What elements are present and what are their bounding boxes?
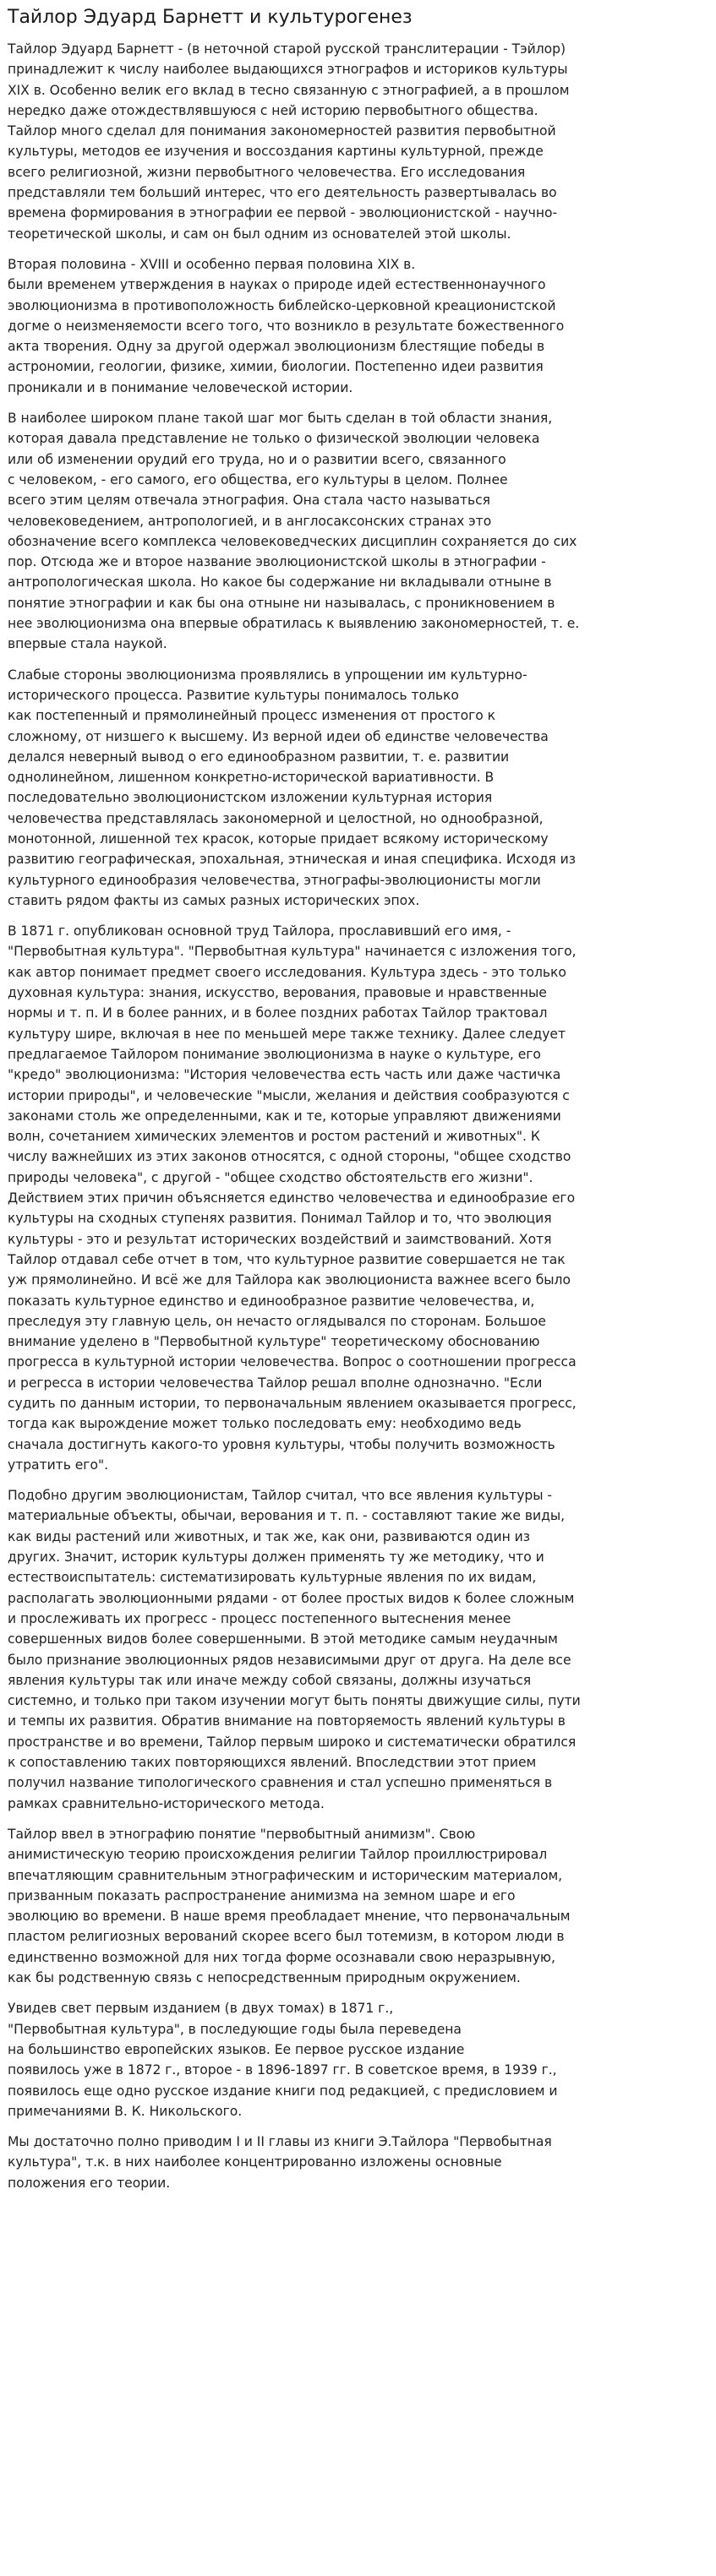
text-line: было признание эволюционных рядов независимыми друг от друга. На деле все [8,1652,571,1668]
paragraph-6 [8,1485,711,1814]
text-line: нормы и т. п. И в более ранних, и в более поздних работах Тайлор трактовал [8,1005,548,1021]
text-line: с человеком, - его самого, его общества, его культуры в целом. Полнее [8,471,508,487]
text-line: делался неверный вывод о его единообразном развитии, т. е. развитии [8,749,510,765]
text-line: совершенных видов более совершенными. В этой методике самым неудачным [8,1631,558,1647]
text-line: прогресса в культурной истории человечества. Вопрос о соотношении прогресса [8,1354,577,1370]
text-line: человечества представлялась закономерной и целостной, но однообразной, [8,810,544,826]
text-line: как постепенный и прямолинейный процесс изменения от простого к [8,708,495,724]
text-line: появилось еще одно русское издание книги под редакцией, с предисловием и [8,2083,558,2099]
text-line: обозначение всего комплекса человековедческих дисциплин сохраняется до сих [8,533,577,549]
text-line: судить по данным истории, то первоначальным явлением оказывается прогресс, [8,1396,577,1411]
text-line: Тайлор много сделал для понимания закономерностей развития первобытной [8,123,556,139]
text-line: законами столь же определенными, как и те, которые управляют движениями [8,1108,561,1124]
text-line: Тайлор отдавал себе отчет в том, что культурное развитие совершается не так [8,1251,566,1267]
text-line: или об изменении орудий его труда, но и о развитии всего, связанного [8,451,506,467]
text-line: тогда как вырождение может только последовать ему: необходимо ведь [8,1416,522,1432]
text-line: духовная культура: знания, искусство, верования, правовые и нравственные [8,985,547,1001]
text-line: Увидев свет первым изданием (в двух томах) в 1871 г., [8,2001,394,2017]
text-line: призванным показать распространение анимизма на земном шаре и его [8,1887,516,1903]
paragraph-7 [8,1824,711,1988]
text-line: Вторая половина - XVIII и особенно первая половина XIX в. [8,256,416,272]
text-line: ставить рядом факты из самых разных исторических эпох. [8,892,420,908]
text-line: Подобно другим эволюционистам, Тайлор считал, что все явления культуры - [8,1488,552,1504]
text-line: культуры, методов ее изучения и воссоздания картины культурной, прежде [8,144,544,160]
text-line: сначала достигнуть какого-то уровня культуры, чтобы получить возможность [8,1436,555,1452]
text-line: природы человека", с другой - "общее сходство обстоятельств его жизни". [8,1169,533,1185]
text-line: примечаниями В. К. Никольского. [8,2103,243,2119]
text-line: которая давала представление не только о физической эволюции человека [8,431,540,447]
text-line: впервые стала наукой. [8,636,167,652]
text-line: к сопоставлению таких повторяющихся явлений. Впоследствии этот прием [8,1755,537,1771]
text-line: культуру шире, включая в нее по меньшей мере также технику. Далее следует [8,1026,566,1042]
text-line: материальные объекты, обычаи, верования и т. п. - составляют такие же виды, [8,1508,566,1524]
text-line: астрономии, геологии, физике, химии, биологии. Постепенно идеи развития [8,359,544,375]
text-line: располагать эволюционными рядами - от более простых видов к более сложным [8,1590,575,1606]
text-line: времена формирования в этнографии ее первой - эволюционистской - научно- [8,205,558,221]
page-title: Тайлор Эдуард Барнетт и культурогенез [8,7,413,28]
text-line: истории природы", и человеческие "мысли, желания и действия сообразуются с [8,1087,570,1103]
text-line: эволюционизма в противоположность библейско-церковной креационистской [8,297,556,313]
text-line: и регресса в истории человечества Тайлор решал вполне однозначно. "Если [8,1375,543,1391]
text-line: и прослеживать их прогресс - процесс постепенного вытеснения менее [8,1610,511,1626]
text-line: внимание уделено в "Первобытной культуре" теоретическому обоснованию [8,1334,540,1350]
text-line: представляли тем больший интерес, что его деятельность развертывалась во [8,185,557,201]
text-line: преследуя эту главную цель, он нечасто оглядывался по сторонам. Большое [8,1313,546,1329]
text-line: проникали и в понимание человеческой истории. [8,379,353,395]
text-line: принадлежит к числу наиболее выдающихся этнографов и историков культуры [8,62,568,78]
paragraph-2 [8,254,711,398]
text-line: Мы достаточно полно приводим I и II главы из книги Э.Тайлора "Первобытная [8,2134,552,2150]
text-line: и темпы их развития. Обратив внимание на повторяемость явлений культуры в [8,1713,566,1729]
text-line: волн, сочетанием химических элементов и ростом растений и животных". К [8,1129,540,1145]
paragraph-5 [8,921,711,1475]
text-line: всего религиозной, жизни первобытного человечества. Его исследования [8,164,526,180]
text-line: однолинейном, лишенном конкретно-исторической вариативности. В [8,770,495,786]
text-line: монотонной, лишенной тех красок, которые придает всякому историческому [8,831,549,847]
text-line: человековедением, антропологией, и в англосаксонских странах это [8,513,492,529]
text-line: нередко даже отождествлявшуюся с ней историю первобытного общества. [8,102,538,118]
text-line: Тайлор ввел в этнографию понятие "первобытный анимизм". Свою [8,1826,476,1842]
text-line: антропологическая школа. Но какое бы содержание ни вкладывали отныне в [8,575,552,591]
text-line: положения его теории. [8,2175,171,2191]
text-line: "Первобытная культура", в последующие годы была переведена [8,2021,462,2037]
text-line: системно, и только при таком изучении могут быть поняты движущие силы, пути [8,1693,581,1709]
text-line: единственно возможной для них тогда форме осознавали свою неразрывную, [8,1949,555,1965]
text-line: были временем утверждения в науках о природе идей естественнонаучного [8,277,546,293]
paragraph-1 [8,39,711,244]
text-line: пластом религиозных верований скорее всего был тотемизм, в котором люди в [8,1929,565,1945]
text-line: нее эволюционизма она впервые обратилась к выявлению закономерностей, т. е. [8,616,580,632]
text-line: В 1871 г. опубликован основной труд Тайлора, прославивший его имя, - [8,923,511,939]
text-line: естествоиспытатель: систематизировать культурные явления по их видам, [8,1570,537,1586]
text-line: других. Значит, историк культуры должен применять ту же методику, что и [8,1549,544,1566]
text-line: получил название типологического сравнения и стал успешно применяться в [8,1775,553,1791]
text-line: показать культурное единство и единообразное развитие человечества, и, [8,1293,535,1309]
paragraph-8 [8,1998,711,2121]
text-line: акта творения. Одну за другой одержал эволюционизм блестящие победы в [8,339,545,355]
paragraph-9 [8,2132,711,2193]
text-line: впечатляющим сравнительным этнографическим и историческим материалом, [8,1867,563,1883]
article-body [8,39,711,2193]
text-line: культурного единообразия человечества, этнографы-эволюционисты могли [8,872,541,888]
article [8,5,711,2203]
text-line: на большинство европейских языков. Ее первое русское издание [8,2041,465,2057]
text-line: "кредо" эволюционизма: "История человечества есть часть или даже частичка [8,1067,561,1083]
paragraph-3 [8,408,711,655]
text-line: уж прямолинейно. И всё же для Тайлора как эволюциониста важнее всего было [8,1272,571,1288]
text-line: сложному, от низшего к высшему. Из верной идеи об единстве человечества [8,728,549,744]
text-line: анимистическую теорию происхождения религии Тайлор проиллюстрировал [8,1847,548,1863]
text-line: культура", т.к. в них наиболее концентрированно изложены основные [8,2154,502,2170]
text-line: пор. Отсюда же и второе название эволюционистской школы в этнографии - [8,554,546,570]
text-line: Тайлор Эдуард Барнетт - (в неточной старой русской транслитерации - Тэйлор) [8,41,566,57]
text-line: культуры - это и результат исторических воздействий и заимствований. Хотя [8,1231,552,1247]
text-line: эволюцию во времени. В наше время преобладает мнение, что первоначальным [8,1909,571,1925]
text-line: числу важнейших из этих законов относятся, с одной стороны, "общее сходство [8,1149,571,1165]
text-line: явления культуры так или иначе между собой связаны, должны изучаться [8,1672,532,1688]
text-line: всего этим целям отвечала этнография. Она стала часто называться [8,493,490,509]
text-line: XIX в. Особенно велик его вклад в тесно связанную с этнографией, а в прошлом [8,82,570,98]
text-line: исторического процесса. Развитие культуры понималось только [8,687,459,703]
text-line: пространстве и во времени, Тайлор первым широко и систематически обратился [8,1734,577,1750]
paragraph-4 [8,665,711,912]
text-line: развитию географическая, эпохальная, этническая и иная специфика. Исходя из [8,852,576,868]
text-line: предлагаемое Тайлором понимание эволюционизма в науке о культуре, его [8,1046,541,1062]
text-line: "Первобытная культура". "Первобытная культура" начинается с изложения того, [8,944,577,960]
text-line: понятие этнографии и как бы она отныне ни называлась, с проникновением в [8,595,555,611]
text-line: В наиболее широком плане такой шаг мог быть сделан в той области знания, [8,411,553,427]
text-line: культуры на сходных ступенях развития. Понимал Тайлор и то, что эволюция [8,1211,552,1227]
text-line: теоретической школы, и сам он был одним из основателей этой школы. [8,226,511,242]
text-line: как автор понимает предмет своего исследования. Культура здесь - это только [8,964,566,980]
text-line: рамках сравнительно-исторического метода. [8,1795,325,1811]
text-line: как бы родственную связь с непосредственным природным окружением. [8,1970,521,1986]
text-line: догме о неизменяемости всего того, что возникло в результате божественного [8,318,565,334]
text-line: как виды растений или животных, и так же, как они, развиваются один из [8,1528,530,1544]
text-line: Слабые стороны эволюционизма проявлялись в упрощении им культурно- [8,667,527,683]
text-line: утратить его". [8,1457,108,1473]
text-line: последовательно эволюционистском изложении культурная история [8,790,493,806]
text-line: Действием этих причин объясняется единство человечества и единообразие его [8,1190,576,1206]
text-line: появилось уже в 1872 г., второе - в 1896-1897 гг. В советское время, в 1939 г., [8,2062,557,2078]
